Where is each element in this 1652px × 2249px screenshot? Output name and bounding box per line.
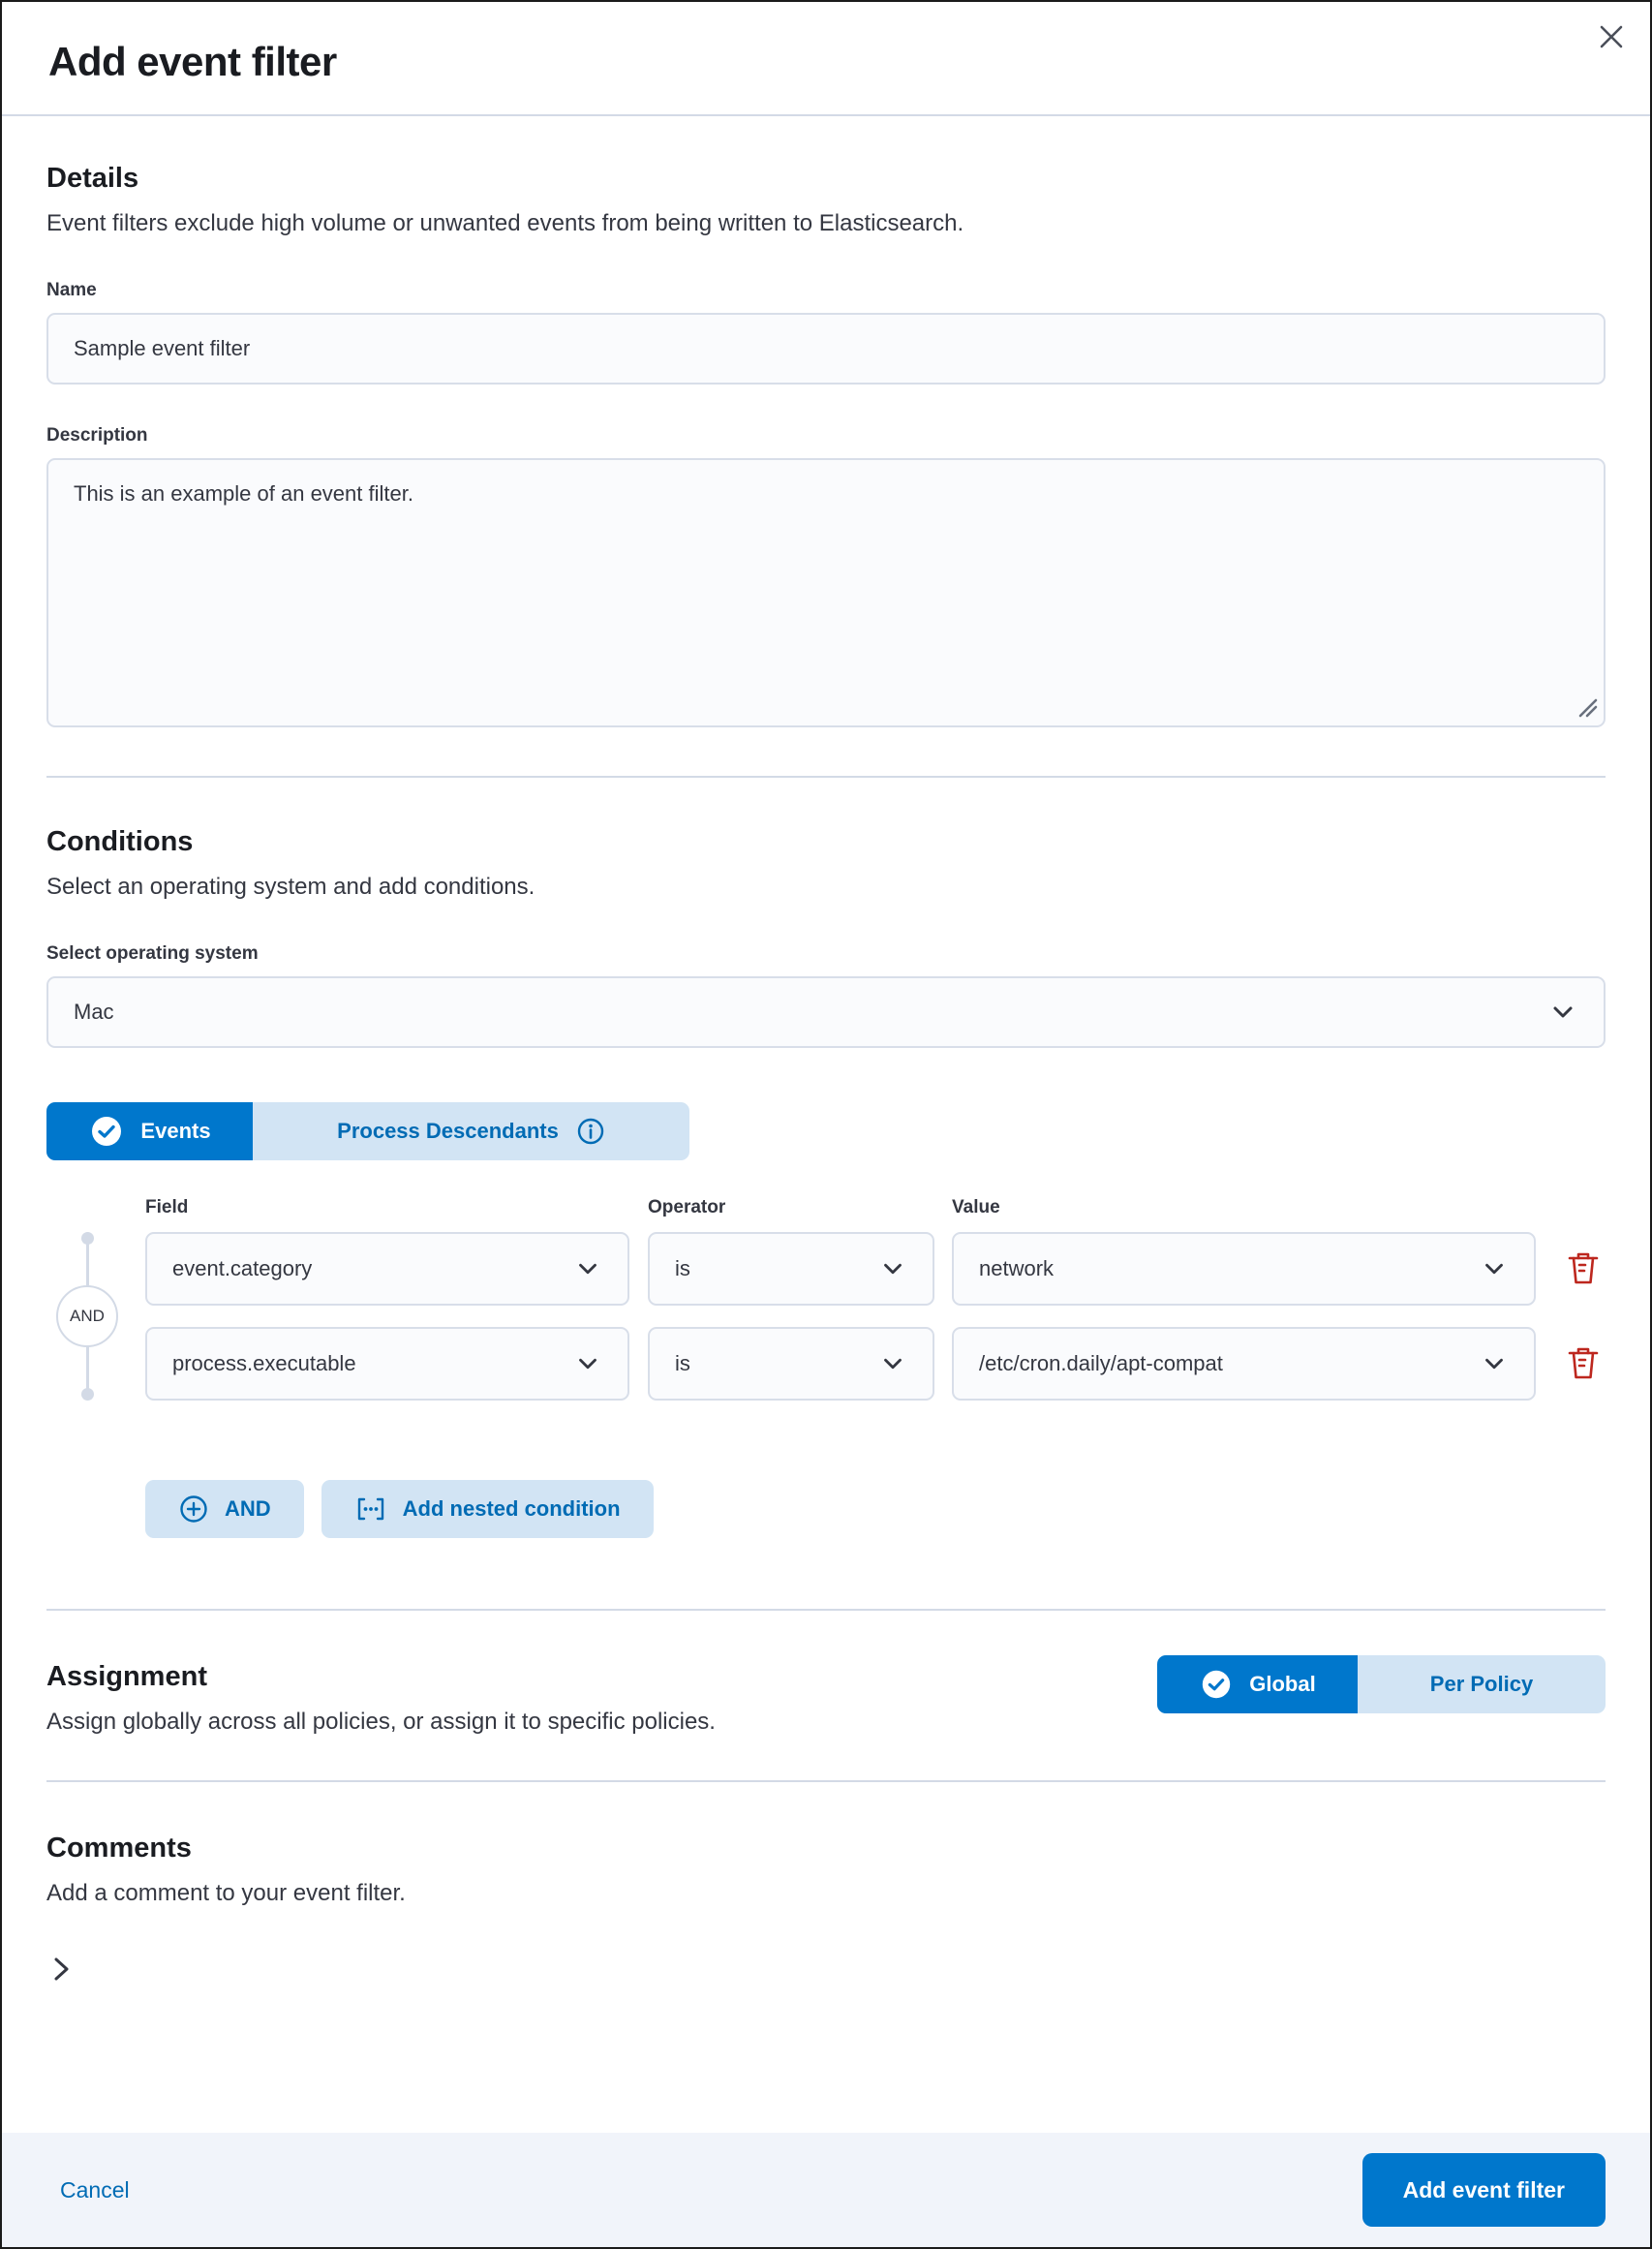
operator-column-label: Operator xyxy=(648,1197,726,1217)
field-select-value: process.executable xyxy=(172,1351,356,1375)
toggle-per-policy-label: Per Policy xyxy=(1429,1672,1534,1696)
add-nested-label: Add nested condition xyxy=(402,1496,621,1521)
field-select[interactable] xyxy=(145,1327,629,1401)
chevron-down-icon xyxy=(1480,1254,1509,1283)
trash-icon xyxy=(1566,1344,1601,1383)
field-select[interactable] xyxy=(145,1232,629,1306)
trash-icon xyxy=(1566,1249,1601,1288)
and-connector xyxy=(46,1232,145,1401)
chevron-down-icon xyxy=(1547,997,1578,1028)
assignment-toggle xyxy=(1157,1655,1606,1713)
chevron-down-icon xyxy=(573,1349,602,1378)
field-select-value: event.category xyxy=(172,1256,313,1280)
condition-row xyxy=(145,1232,1606,1306)
add-and-label: AND xyxy=(225,1496,271,1521)
add-and-condition-button[interactable] xyxy=(145,1480,304,1538)
conditions-heading: Conditions xyxy=(46,826,194,857)
tab-events[interactable] xyxy=(46,1102,253,1160)
os-select-label: Select operating system xyxy=(46,943,259,964)
toggle-per-policy[interactable] xyxy=(1358,1655,1606,1713)
assignment-subtext: Assign globally across all policies, or assign it to specific policies. xyxy=(46,1709,716,1735)
assignment-heading: Assignment xyxy=(46,1661,207,1692)
name-input[interactable] xyxy=(46,313,1606,385)
details-heading: Details xyxy=(46,163,139,194)
condition-tabs xyxy=(46,1102,689,1160)
and-connector-badge: AND xyxy=(56,1285,118,1347)
add-event-filter-button[interactable]: Add event filter xyxy=(1362,2153,1606,2227)
modal-body xyxy=(2,116,1650,1992)
section-divider xyxy=(46,776,1606,778)
details-description: Event filters exclude high volume or unwanted events from being written to Elasticsearch. xyxy=(46,210,964,236)
chevron-down-icon xyxy=(573,1254,602,1283)
field-column-label: Field xyxy=(145,1197,189,1217)
comments-heading: Comments xyxy=(46,1833,192,1864)
value-select[interactable] xyxy=(952,1232,1536,1306)
toggle-global[interactable] xyxy=(1157,1655,1358,1713)
tab-events-label: Events xyxy=(140,1119,211,1143)
description-textarea[interactable] xyxy=(46,458,1606,727)
close-button[interactable] xyxy=(1588,14,1635,60)
os-select-value: Mac xyxy=(74,1000,114,1024)
toggle-global-label: Global xyxy=(1249,1672,1316,1696)
close-icon xyxy=(1595,20,1628,53)
check-circle-icon xyxy=(88,1113,125,1150)
operator-select-value: is xyxy=(675,1351,690,1375)
modal-header xyxy=(2,2,1650,116)
conditions-subtext: Select an operating system and add conditions. xyxy=(46,874,535,900)
chevron-down-icon xyxy=(1480,1349,1509,1378)
cancel-button[interactable]: Cancel xyxy=(60,2176,130,2203)
delete-condition-button[interactable] xyxy=(1561,1341,1606,1386)
info-icon[interactable] xyxy=(576,1117,605,1146)
operator-select[interactable] xyxy=(648,1327,934,1401)
delete-condition-button[interactable] xyxy=(1561,1247,1606,1291)
section-divider xyxy=(46,1780,1606,1782)
tab-process-descendants-label: Process Descendants xyxy=(337,1119,559,1143)
connector-dot xyxy=(81,1388,94,1401)
operator-select[interactable] xyxy=(648,1232,934,1306)
value-select-value: /etc/cron.daily/apt-compat xyxy=(979,1351,1223,1375)
value-select[interactable] xyxy=(952,1327,1536,1401)
os-select[interactable] xyxy=(46,976,1606,1048)
value-column-label: Value xyxy=(952,1197,1000,1217)
tab-process-descendants[interactable] xyxy=(253,1102,689,1160)
condition-column-labels xyxy=(145,1197,1606,1218)
modal-footer xyxy=(2,2133,1650,2247)
name-label: Name xyxy=(46,280,97,300)
modal-title: Add event filter xyxy=(48,39,337,84)
check-circle-icon xyxy=(1199,1667,1234,1702)
value-select-value: network xyxy=(979,1256,1055,1280)
add-nested-condition-button[interactable] xyxy=(321,1480,654,1538)
plus-circle-icon xyxy=(178,1494,209,1525)
chevron-right-icon xyxy=(46,1953,76,1986)
condition-row xyxy=(145,1327,1606,1401)
operator-select-value: is xyxy=(675,1256,690,1280)
chevron-down-icon xyxy=(878,1349,907,1378)
comments-subtext: Add a comment to your event filter. xyxy=(46,1880,406,1906)
chevron-down-icon xyxy=(878,1254,907,1283)
comments-expand-button[interactable] xyxy=(46,1946,93,1992)
description-label: Description xyxy=(46,425,148,446)
condition-builder xyxy=(46,1232,1606,1401)
nested-brackets-icon xyxy=(354,1493,387,1525)
